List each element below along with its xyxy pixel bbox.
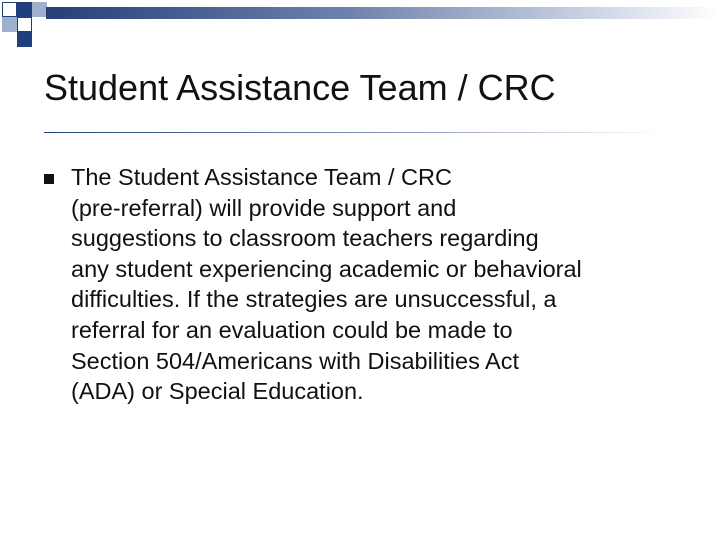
title-divider	[44, 132, 664, 133]
bullet-line: The Student Assistance Team / CRC	[71, 164, 452, 190]
bullet-line: referral for an evaluation could be made to	[71, 316, 513, 343]
decor-square-dark	[17, 32, 32, 47]
decor-square-light	[32, 2, 47, 17]
bullet-line: Section 504/Americans with Disabilities Act	[71, 347, 520, 374]
bullet-line: any student experiencing academic or behavioral	[71, 255, 582, 282]
decor-square-dark	[17, 2, 32, 17]
decor-square-outline	[17, 17, 32, 32]
bullet-line: difficulties. If the strategies are unsuccessful, a	[71, 286, 557, 313]
header-gradient-bar	[46, 7, 720, 19]
slide-title: Student Assistance Team / CRC	[44, 67, 556, 108]
square-bullet-icon	[44, 174, 54, 184]
bullet-line: suggestions to classroom teachers regarding	[71, 225, 539, 252]
bullet-line: (ADA) or Special Education.	[71, 378, 364, 405]
decor-square-light	[2, 17, 17, 32]
decor-square-outline	[2, 2, 17, 17]
bullet-text	[71, 162, 696, 407]
bullet-line: (pre-referral) will provide support and	[71, 194, 457, 221]
